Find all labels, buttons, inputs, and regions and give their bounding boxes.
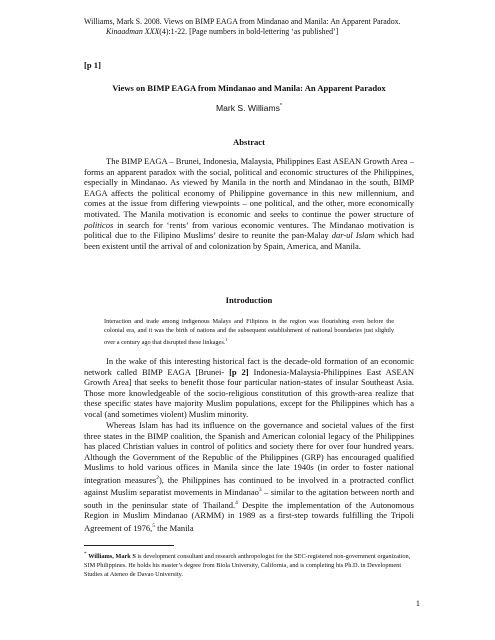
author-name: Mark S. Williams: [215, 103, 280, 113]
page-marker: [p 1]: [84, 60, 101, 70]
intro-p2-text-e: the Manila: [154, 522, 194, 533]
citation-line-1: Williams, Mark S. 2008. Views on BIMP EAGA from Mindanao and Manila: An Apparent Paradox.: [84, 17, 401, 26]
citation-details: (4):1-22. [Page numbers in bold-lettering ‘as published’]: [159, 27, 339, 36]
abstract-text-c: which had been existent until the arrival of and colonization by Spain, America, and Manila.: [84, 230, 415, 251]
abstract-italic-dar-ul-islam: dar-ul Islam: [331, 230, 375, 241]
intro-paragraph-2: [84, 420, 414, 533]
footnote-divider: [84, 545, 174, 546]
footnote-ref-3: 3: [258, 487, 262, 494]
intro-p1-text-b: Indonesia-Malaysia-Philippines East ASEAN Growth Area] that seeks to benefit those four particular nation-states of insular Southeast Asia. Those more knowledgeable of the socio-religious constitution of this growth-area realize that these specific states have majority Muslim populations, except for the Philippines which has a vocal (and sometimes violent) Muslim minority.: [84, 366, 414, 419]
quote-footnote-ref: 1: [225, 336, 228, 342]
author-footnote-mark: *: [279, 103, 283, 110]
abstract-heading: Abstract: [233, 137, 265, 147]
block-quote: [104, 318, 394, 347]
quote-text: Interaction and trade among indigenous Malays and Filipinos in the region was flourishing even before the colonial era, and it was the birth of nations and the subsequent establishment of national boundaries just slightly over a century ago that disrupted these linkages.: [104, 318, 394, 346]
footnote-ref-5: 5: [152, 522, 155, 529]
intro-p1-text-a: In the wake of this interesting historical fact is the decade-old formation of an economic network called BIMP EAGA [Brunei-: [84, 356, 414, 377]
footnote-author-bold: Williams, Mark S: [88, 553, 136, 561]
inline-page-marker: [p 2]: [229, 366, 249, 377]
journal-name: Kinaadman XXX: [106, 27, 160, 36]
intro-p2-text-b: ), the Philippines has continued to be involved in a protracted conflict against Muslim separatist movements in Mindanao: [84, 474, 414, 498]
author-line: [84, 103, 414, 113]
paper-title: Views on BIMP EAGA from Mindanao and Manila: An Apparent Paradox: [112, 83, 386, 93]
author-footnote: [84, 550, 414, 579]
intro-p2-text-d: Despite the implementation of the Autonomous Region in Muslim Mindanao (ARMM) in 1989 as a first-step towards fulfilling the Tripoli Agreement of 1976,: [84, 499, 414, 533]
footnote-mark: *: [84, 551, 87, 557]
footnote-text: is development consultant and research anthropologist for the SEC-registered non-government organization, SIM Philippines. He holds his master’s degree from Biola University, California, and is completing his Ph.D. in Development Studies at Ateneo de Davao University.: [84, 553, 411, 578]
abstract-text: [84, 156, 414, 251]
abstract-text-b: in search for ‘rents’ from various economic ventures. The Mindanao motivation is political due to the Filipino Muslims’ desire to reunite the pan-Malay: [84, 219, 414, 241]
footnote-ref-2: 2: [156, 474, 159, 481]
page-number: 1: [415, 598, 420, 608]
footnote-ref-4: 4: [235, 499, 238, 506]
citation-line-2: [84, 27, 424, 37]
intro-p2-text-a: Whereas Islam has had its influence on the governance and societal values of the first three states in the BIMP coalition, the Spanish and American colonial legacy of the Philippines has placed Christian values in control of politics and society there for over four hundred years. Although the Government of the Republic of the Philippines (GRP) has encouraged qualified Muslims to hold various offices in Manila since the late 1940s (in order to foster national integration measures: [84, 420, 414, 485]
introduction-heading: Introduction: [225, 295, 273, 305]
intro-paragraph-1: [84, 356, 414, 420]
citation-header: [84, 17, 424, 37]
abstract-italic-politicos: politicos: [84, 219, 114, 230]
abstract-text-a: The BIMP EAGA – Brunei, Indonesia, Malaysia, Philippines East ASEAN Growth Area – forms an apparent paradox with the social, political and economic structures of the Philippines, especially in Mindanao. As viewed by Manila in the north and Mindanao in the south, BIMP EAGA affects the political economy of Philippine governance in this new millennium, and comes at the issue from differing viewpoints – one political, and the other, more economically motivated. The Manila motivation is economic and seeks to continue the power structure of: [84, 156, 414, 219]
intro-p2-text-c: – similar to the agitation between north and south in the peninsular state of Thailand.: [84, 487, 414, 510]
